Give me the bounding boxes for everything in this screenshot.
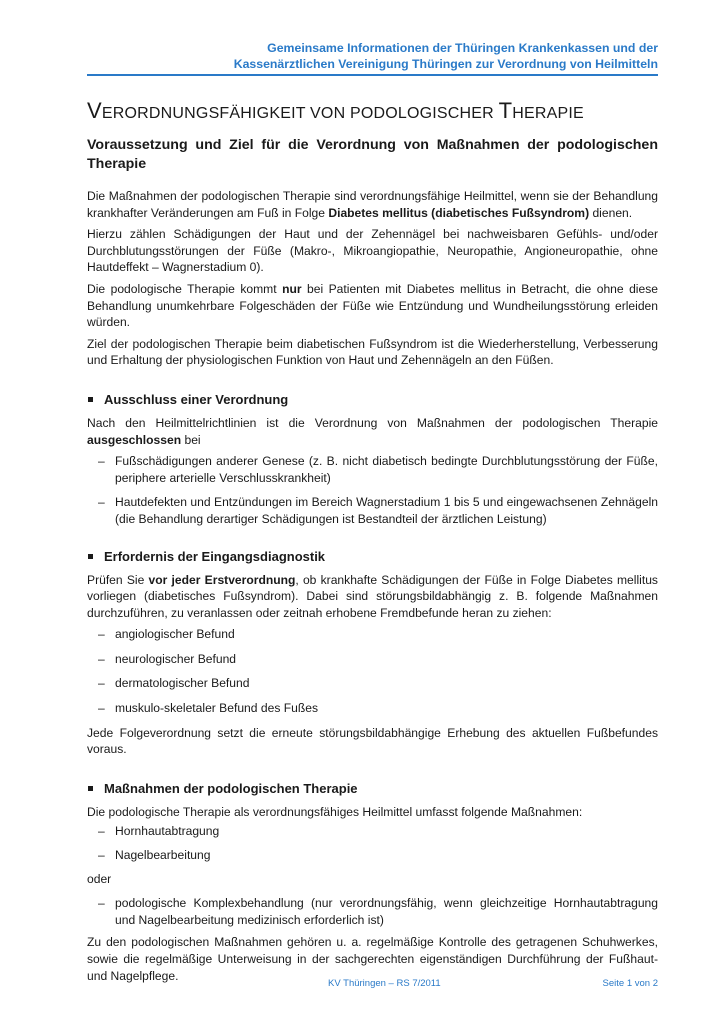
dash-icon: – <box>98 627 105 642</box>
section-3-list <box>87 823 658 863</box>
intro-paragraph-1: Die Maßnahmen der podologischen Therapie sind verordnungsfähige Heilmittel, wenn sie der Behandlung krankhafter Veränderungen am Fuß in Folge Diabetes mellitus (diabetisches Fußsyndrom) dienen. <box>87 189 658 220</box>
dash-icon: – <box>98 651 105 666</box>
section-1-intro: Nach den Heilmittelrichtlinien ist die Verordnung von Maßnahmen der podologischen Therapie ausgeschlossen bei <box>87 415 658 447</box>
section-3-outro: Zu den podologischen Maßnahmen gehören u. a. regelmäßige Kontrolle des getragenen Schuhwerkes, sowie die regelmäßige Unterweisung in der sachgerechten eigenständigen Durchführung der Fußhaut- und Nagelpflege. <box>87 935 658 983</box>
list-item: – podologische Komplexbehandlung (nur verordnungsfähig, wenn gleichzeitige Hornhautabtragung und Nagelbearbeitung medizinisch erforderlich ist) <box>98 896 658 927</box>
list-item: – Hornhautabtragung <box>98 824 220 839</box>
document-page <box>87 0 658 1024</box>
intro-paragraph-4: Ziel der podologischen Therapie beim diabetischen Fußsyndrom ist die Wiederherstellung, Verbesserung und Erhaltung der physiologischen Funktion von Haut und Zehennägeln an den Füßen. <box>87 336 658 368</box>
square-bullet-icon <box>88 786 93 791</box>
list-item: – angiologischer Befund <box>98 627 235 642</box>
section-2-outro: Jede Folgeverordnung setzt die erneute störungsbildabhängige Erhebung des aktuellen Fußbefundes voraus. <box>87 725 658 757</box>
section-2-list <box>87 626 658 716</box>
section-heading-ausschluss: Ausschluss einer Verordnung <box>87 391 658 408</box>
document-body <box>87 188 658 989</box>
dash-icon: – <box>98 848 105 863</box>
dash-icon: – <box>98 701 105 716</box>
section-3-connector: oder <box>87 871 112 886</box>
section-heading-massnahmen: Maßnahmen der podologischen Therapie <box>87 780 658 797</box>
section-3-list-2 <box>87 895 658 928</box>
list-item: – muskulo-skeletaler Befund des Fußes <box>98 701 319 716</box>
page-title: VERORDNUNGSFÄHIGKEIT VON PODOLOGISCHER THERAPIE <box>87 98 584 123</box>
dash-icon: – <box>98 454 105 469</box>
header-line-1: Gemeinsame Informationen der Thüringen Krankenkassen und der <box>267 41 658 55</box>
dash-icon: – <box>98 495 105 510</box>
list-item: – dermatologischer Befund <box>98 676 250 691</box>
list-item: – neurologischer Befund <box>98 651 237 666</box>
square-bullet-icon <box>88 554 93 559</box>
intro-paragraph-2: Hierzu zählen Schädigungen der Haut und der Zehennägel bei nachweisbaren Gefühls- und/oder Durchblutungsstörungen der Füße (Makro-, Mikroangiopathie, Neuropathie, Angioneuropathie, ohne Hautdeffekt – Wagnerstadium 0). <box>87 227 658 275</box>
footer-source: KV Thüringen – RS 7/2011 <box>328 978 441 989</box>
page-subtitle: Voraussetzung und Ziel für die Verordnung von Maßnahmen der podologischen Therapie <box>87 137 658 172</box>
section-heading-eingangsdiagnostik: Erfordernis der Eingangsdiagnostik <box>87 548 658 565</box>
dash-icon: – <box>98 824 105 839</box>
list-item: – Nagelbearbeitung <box>98 848 211 863</box>
page-number: Seite 1 von 2 <box>602 978 658 989</box>
list-item: – Fußschädigungen anderer Genese (z. B. nicht diabetisch bedingte Durchblutungsstörung der Füße, periphere arterielle Verschlusskrankheit) <box>98 454 658 485</box>
dash-icon: – <box>98 676 105 691</box>
header-divider <box>87 74 658 76</box>
section-2-intro: Prüfen Sie vor jeder Erstverordnung, ob krankhafte Schädigungen der Füße in Folge Diabetes mellitus vorliegen (diabetisches Fußsyndrom). Dabei sind störungsbildabhängig z. B. folgende Maßnahmen durchzuführen, zu veranlassen oder zeitnah erhobene Fremdbefunde heran zu ziehen: <box>87 572 658 620</box>
header-line-2: Kassenärztlichen Vereinigung Thüringen zur Verordnung von Heilmitteln <box>233 57 658 71</box>
dash-icon: – <box>98 896 105 911</box>
section-3-intro: Die podologische Therapie als verordnungsfähiges Heilmittel umfasst folgende Maßnahmen: <box>87 804 583 819</box>
intro-paragraph-3: Die podologische Therapie kommt nur bei Patienten mit Diabetes mellitus in Betracht, die ohne diese Behandlung unumkehrbare Folgeschäden der Füße wie Entzündung und Wundheilungsstörung erleiden würden. <box>87 281 658 330</box>
square-bullet-icon <box>88 397 93 402</box>
section-1-list <box>87 453 658 527</box>
list-item: – Hautdefekten und Entzündungen im Bereich Wagnerstadium 1 bis 5 und eingewachsenen Zehnägeln (die Behandlung derartiger Schädigungen ist Bestandteil der ärztlichen Leistung) <box>98 495 658 526</box>
page-header <box>87 40 658 72</box>
